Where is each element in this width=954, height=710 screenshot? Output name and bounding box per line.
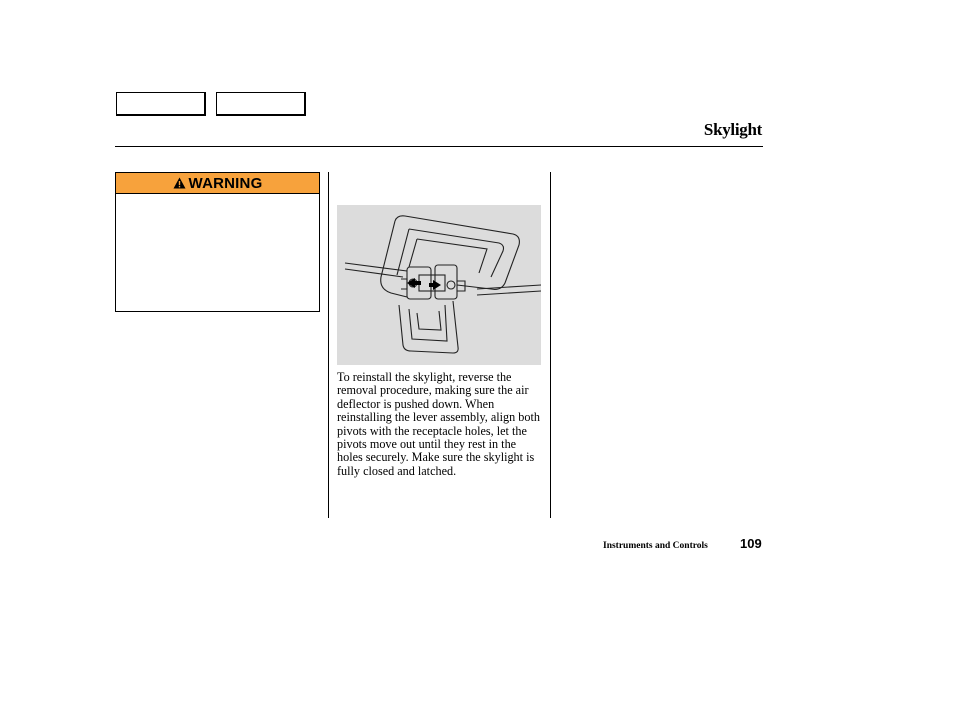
nav-box-table-of-contents[interactable] [216, 92, 306, 116]
skylight-lever-latch-illustration [337, 205, 541, 365]
warning-box [115, 172, 320, 312]
nav-box-main-menu[interactable] [116, 92, 206, 116]
header-divider [115, 146, 763, 147]
page-number: 109 [740, 536, 762, 551]
page-title: Skylight [703, 120, 762, 139]
instruction-paragraph: To reinstall the skylight, reverse the removal procedure, making sure the air deflector is pushed down. When reinstalling the lever assembly, align both pivots with the receptacle holes, let the pivots move out until they rest in the holes securely. Make sure the skylight is fully closed and latched. [337, 370, 540, 478]
warning-label: WARNING [188, 174, 263, 192]
column-divider-left [328, 172, 329, 518]
warning-triangle-icon [173, 177, 186, 189]
footer-section-title: Instruments and Controls [603, 541, 708, 551]
warning-banner [116, 173, 319, 194]
column-divider-right [550, 172, 551, 518]
latch-drawing [337, 205, 541, 365]
